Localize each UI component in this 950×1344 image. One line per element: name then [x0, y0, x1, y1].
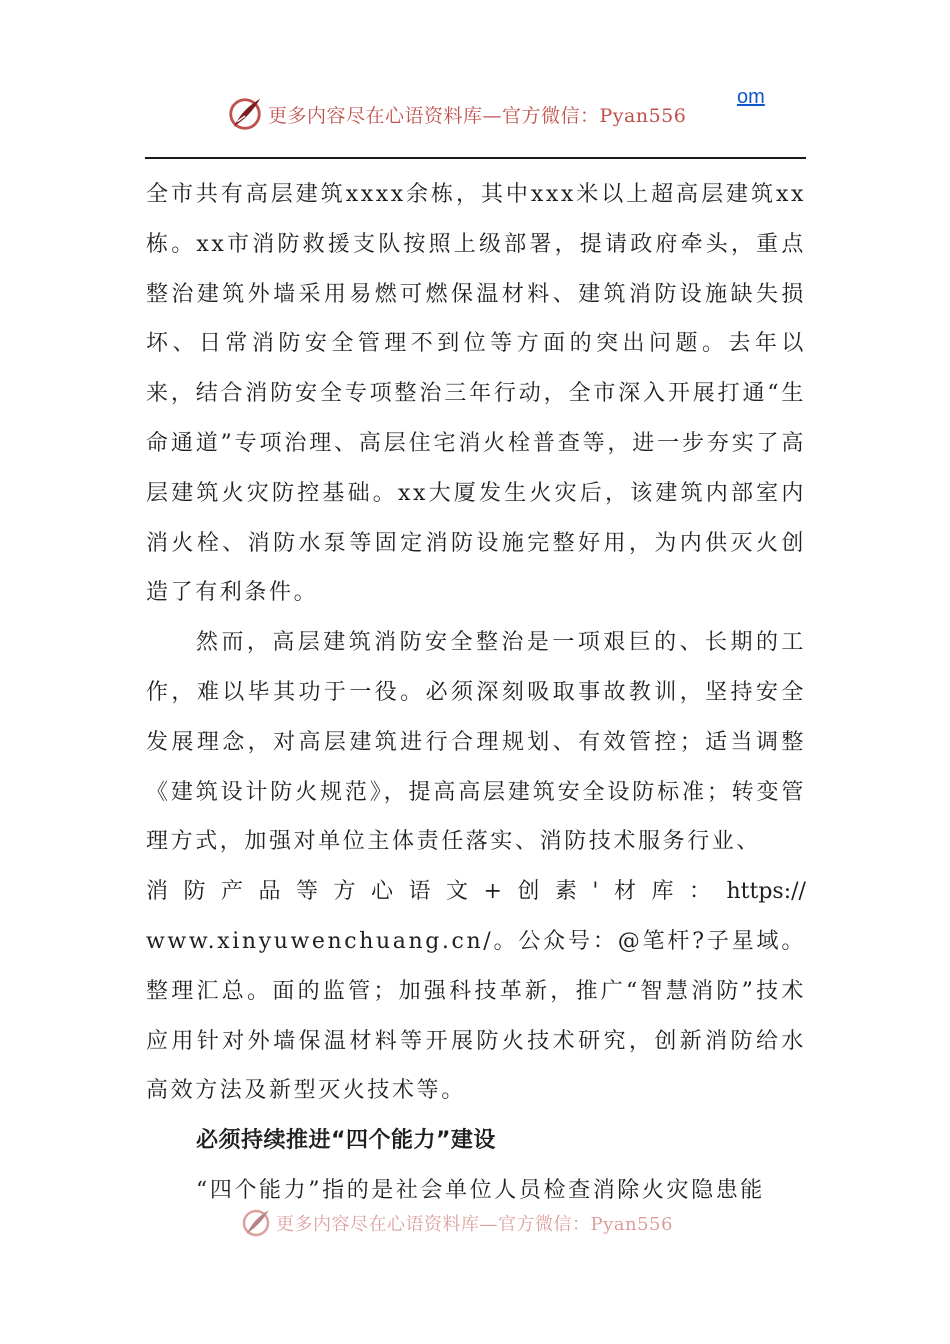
header-watermark	[226, 92, 686, 136]
header-watermark-text: 更多内容尽在心语资料库—官方微信：Pyan556	[268, 104, 687, 127]
quill-logo-icon	[226, 95, 264, 133]
paragraph-3: “四个能力”指的是社会单位人员检查消除火灾隐患能	[196, 1177, 765, 1203]
header-divider	[145, 157, 806, 159]
paragraph-2: 然而，高层建筑消防安全整治是一项艰巨的、长期的工作，难以毕其功于一役。必须深刻吸取事故教训，坚持安全发展理念，对高层建筑进行合理规划、有效管控；适当调整《建筑设计防火规范》，提高高层建筑安全设防标准；转变管理方式，加强对单位主体责任落实、消防技术服务行业、	[146, 630, 806, 855]
document-body	[146, 170, 806, 1216]
quill-logo-icon	[240, 1207, 272, 1239]
section-heading: 必须持续推进“四个能力”建设	[196, 1128, 496, 1154]
footer-watermark-text: 更多内容尽在心语资料库—官方微信：Pyan556	[276, 1214, 673, 1235]
footer-watermark	[240, 1206, 673, 1240]
paragraph-2-continued: www.xinyuwenchuang.cn/。公众号：@笔杆?子星域。整理汇总。面的监管；加强科技革新，推广“智慧消防”技术应用针对外墙保温材料等开展防火技术研究，创新消防给水高效方法及新型灭火技术等。	[146, 928, 806, 1104]
header-url-link[interactable]: om	[737, 86, 765, 108]
spread-text-line: 消 防 产 品 等 方 心 语 文 + 创 素 ' 材 库 ： https://	[146, 879, 806, 905]
paragraph-1: 全市共有高层建筑xxxx余栋，其中xxx米以上超高层建筑xx栋。xx市消防救援支队按照上级部署，提请政府牵头，重点整治建筑外墙采用易燃可燃保温材料、建筑消防设施缺失损坏、日常消防安全管理不到位等方面的突出问题。去年以来，结合消防安全专项整治三年行动，全市深入开展打通“生命通道”专项治理、高层住宅消火栓普查等，进一步夯实了高层建筑火灾防控基础。xx大厦发生火灾后，该建筑内部室内消火栓、消防水泵等固定消防设施完整好用，为内供灭火创造了有利条件。	[146, 182, 806, 606]
